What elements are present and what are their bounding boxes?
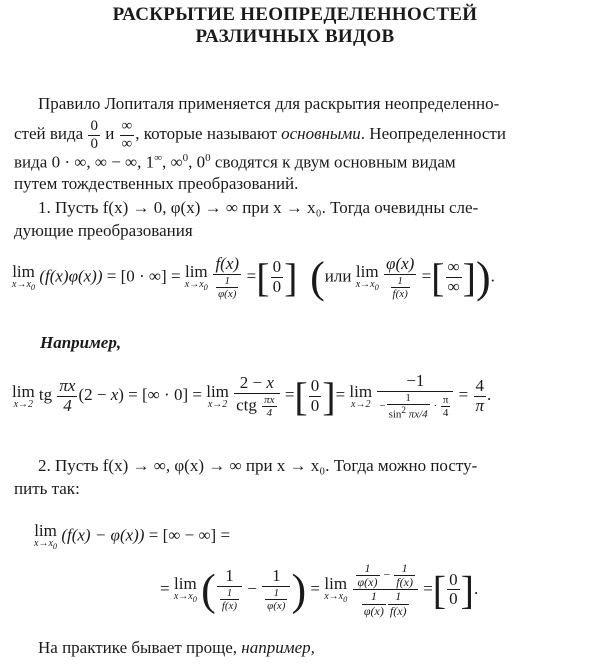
formula-case2-line2: = lim $x\to x_0$ ( $\frac{1}{\frac{1}{f(x)}}$ − $\frac{1}{\frac{1}{\varphi(x)}}$ ) = lim $x\to x_0$ $\frac{1}{\varphi(x)}$ − $\frac{1}{f(x)}$ $\frac{1}{\varphi(x)}$ $\frac{1}{f(x)}$ =[ $\frac{0}{0}$ ]. <box>160 561 479 618</box>
intro-line-2c: , которые называют <box>135 123 277 143</box>
case2-line-1: 2. Пусть f(x) → ∞, φ(x) → ∞ при x → x₀. Тогда можно посту- <box>38 456 478 475</box>
intro-line-3a: вида 0 · ∞, ∞ − ∞, 1 <box>14 152 155 172</box>
case1-line-1: 1. Пусть f(x) → 0, φ(x) → ∞ при x → x₀. Тогда очевидны сле- <box>38 198 479 217</box>
formula-case1: lim $x\to x_0$ (f(x)φ(x)) = [0 · ∞] = lim $x\to x_0$ $\frac{f(x)}{\frac{1}{\varphi(x)}}$ =[ $\frac{0}{0}$ ] (или lim $x\to x_0$ $\frac{\varphi(x)}{\frac{1}{f(x)}}$ =[ $\frac{\infty}{\infty}$ ]). <box>12 253 495 302</box>
section-title-line1: РАСКРЫТИЕ НЕОПРЕДЕЛЕННОСТЕЙ <box>112 4 478 25</box>
intro-line-3: вида 0 · ∞, ∞ − ∞, 1∞, ∞$^0$, $0^0$ сводятся к двум основным видам <box>14 152 456 172</box>
intro-line-3b: сводятся к двум основным видам <box>214 152 456 172</box>
practice-emph: например, <box>241 638 315 657</box>
formula-example: lim x→2 tg $\frac{\pi x}{4}$ (2 − x) = [∞ · 0] = lim x→2 2 − x ctg $\frac{\pi x}{4}$ =[ $\frac{0}{0}$ ]= lim x→2 −1 − $\frac{1}{\sin^2 \pi x/4}$ · $\frac{\pi}{4}$ = $\frac{4}{\pi}$ . <box>12 371 492 421</box>
fraction-zero-over-zero: $\frac{0}{0}$ <box>90 118 98 152</box>
intro-line-2a: стей вида <box>14 123 84 143</box>
intro-line-1: Правило Лопиталя применяется для раскрытия неопределенно- <box>38 94 500 113</box>
case1-line-2: дующие преобразования <box>14 221 193 240</box>
fraction-inf-over-inf: $\frac{\infty}{\infty}$ <box>121 118 133 152</box>
formula-case2-line1: lim $x\to x_0$ (f(x) − φ(x)) = [∞ − ∞] = <box>34 521 231 551</box>
case2-line-2: пить так: <box>14 479 80 498</box>
practice-line <box>38 638 315 658</box>
section-title-line2: РАЗЛИЧНЫХ ВИДОВ <box>195 26 395 47</box>
intro-line-4: путем тождественных преобразований. <box>14 174 299 193</box>
intro-line-2 <box>14 118 506 152</box>
intro-line-2d: основными <box>281 123 361 143</box>
example-label: Например, <box>40 333 122 352</box>
practice-text: На практике бывает проще, <box>38 638 238 657</box>
intro-line-2e: . Неопределенности <box>360 123 506 143</box>
intro-line-2b: и <box>105 123 115 143</box>
